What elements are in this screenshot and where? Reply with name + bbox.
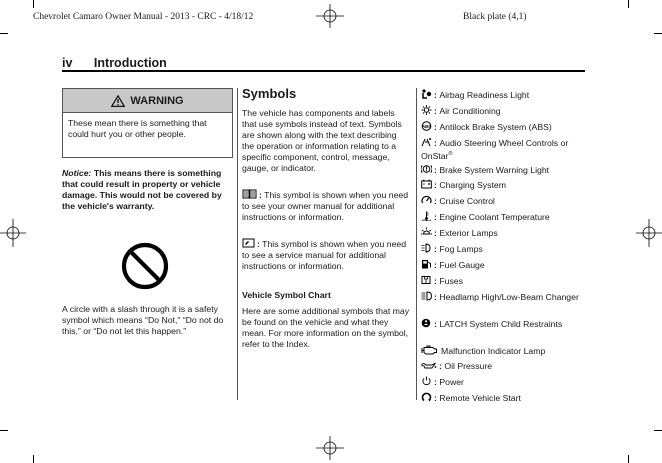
battery-icon (421, 179, 432, 189)
list-item: ABS : Antilock Brake System (ABS) (422, 122, 552, 132)
do-not-symbol-icon (120, 241, 170, 291)
crop-mark (654, 33, 662, 34)
running-header-plate: Black plate (4,1) (463, 12, 527, 22)
list-item: : Fog Lamps (421, 243, 591, 255)
list-item: : Fuel Gauge (421, 259, 591, 271)
crop-mark (654, 430, 662, 431)
symbols-heading: Symbols (242, 86, 297, 101)
air-conditioning-icon (421, 105, 432, 115)
symbol-label: Malfunction Indicator Lamp (441, 346, 546, 356)
service-manual-paragraph: : This symbol is shown when you need to see a service manual for additional instructions or information. (242, 239, 407, 271)
coolant-icon (421, 211, 432, 221)
symbol-label: Airbag Readiness Light (439, 90, 530, 100)
airbag-icon (421, 89, 432, 99)
headlamp-icon (421, 291, 432, 301)
owner-manual-text: This symbol is shown when you need to see your owner manual for additional instructions or information. (242, 190, 409, 222)
list-item: : Cruise Control (421, 195, 591, 207)
list-item: : LATCH System Child Restraints (421, 318, 591, 330)
section-heading (62, 56, 167, 70)
symbols-intro: The vehicle has components and labels that use symbols instead of text. Symbols are shown along with the text describing the operation or information relating to a specific component, control, message, gauge, or indicator. (242, 108, 402, 173)
crop-mark (33, 0, 34, 8)
cruise-icon (421, 195, 432, 205)
symbol-label: Fuel Gauge (439, 260, 485, 270)
column-divider (237, 88, 238, 400)
registration-mark-icon (0, 219, 26, 247)
registration-mark-icon (636, 219, 662, 247)
engine-icon (421, 345, 439, 355)
warning-box (62, 88, 233, 158)
oil-icon (421, 360, 437, 370)
latch-icon (421, 318, 432, 328)
symbol-label: Engine Coolant Temperature (439, 212, 550, 222)
crop-mark (628, 455, 629, 463)
crop-mark (0, 430, 8, 431)
vehicle-symbol-chart-heading: Vehicle Symbol Chart (242, 290, 331, 300)
fuse-icon (421, 275, 432, 285)
symbol-label: Remote Vehicle Start (439, 393, 521, 403)
vehicle-symbol-chart-intro: Here are some additional symbols that may be found on the vehicle and what they mean. For more information on the symbol, refer to the Index. (242, 306, 410, 349)
symbol-label: Fuses (439, 276, 463, 286)
symbol-label: Headlamp High/Low-Beam Changer (439, 292, 579, 302)
svg-text:ABS: ABS (422, 123, 431, 129)
symbol-label: Cruise Control (439, 196, 495, 206)
symbol-label: Antilock Brake System (ABS) (439, 122, 552, 132)
crop-mark (0, 33, 8, 34)
list-item: : Remote Vehicle Start (421, 392, 591, 404)
service-manual-text: This symbol is shown when you need to see a service manual for additional instructions or information. (242, 239, 407, 271)
notice-label: Notice: (62, 168, 92, 178)
exterior-lamps-icon (421, 227, 432, 237)
notice-paragraph (62, 168, 234, 212)
list-item: : Exterior Lamps (421, 227, 591, 239)
page-number: iv (62, 56, 73, 70)
symbol-label: LATCH System Child Restraints (439, 319, 563, 329)
list-item (421, 345, 591, 357)
list-item: : Air Conditioning (421, 105, 591, 117)
list-item: : Charging System (421, 179, 591, 191)
warning-header (63, 89, 232, 113)
safety-symbol-caption: A circle with a slash through it is a safety symbol which means “Do Not,” “Do not do this,” or “Do not let this happen.” (62, 304, 224, 336)
owner-manual-paragraph: : This symbol is shown when you need to see your owner manual for additional instructions or information. (242, 190, 409, 222)
registration-mark-icon (316, 436, 344, 460)
symbol-label: Audio Steering Wheel Controls or OnStar (421, 138, 569, 161)
symbol-label: Power (439, 377, 464, 387)
list-item: : Oil Pressure (421, 360, 591, 372)
fuel-gauge-icon (421, 259, 432, 269)
symbol-label: Oil Pressure (444, 361, 493, 371)
page-title: Introduction (93, 56, 167, 70)
symbol-label: Brake System Warning Light (439, 165, 550, 175)
power-icon (421, 376, 432, 386)
list-item: : Power (421, 376, 591, 388)
warning-text: These mean there is something that could hurt you or other people. (68, 118, 207, 139)
list-item: : Airbag Readiness Light (421, 89, 591, 101)
column-divider (416, 88, 417, 400)
symbol-label: Air Conditioning (439, 106, 501, 116)
running-header-manual: Chevrolet Camaro Owner Manual - 2013 - CRC - 4/18/12 (33, 12, 254, 22)
remote-start-icon (421, 392, 432, 402)
symbol-label: Fog Lamps (439, 244, 483, 254)
title-rule (62, 70, 585, 72)
list-item: : Fuses (421, 275, 591, 287)
list-item: : Headlamp High/Low-Beam Changer (421, 291, 591, 303)
warning-triangle-icon (111, 95, 125, 107)
crop-mark (628, 0, 629, 8)
audio-steering-icon (421, 137, 432, 147)
list-item: : Audio Steering Wheel Controls or OnStar® (421, 138, 569, 161)
list-item: : Engine Coolant Temperature (421, 211, 591, 223)
warning-title: WARNING (130, 94, 184, 107)
list-item: : Brake System Warning Light (421, 164, 591, 176)
registered-mark: ® (448, 151, 453, 157)
brake-warning-icon (421, 164, 432, 174)
symbol-label: Exterior Lamps (439, 228, 498, 238)
registration-mark-icon (316, 4, 344, 28)
notice-text: This means there is something that could result in property or vehicle damage. This would not be covered by the vehicle's warranty. (62, 168, 222, 211)
abs-icon (421, 121, 432, 131)
fog-lamp-icon (421, 243, 432, 253)
service-manual-icon (242, 238, 255, 248)
owner-manual-icon (242, 189, 257, 199)
crop-mark (33, 455, 34, 463)
symbol-label: Charging System (439, 180, 506, 190)
